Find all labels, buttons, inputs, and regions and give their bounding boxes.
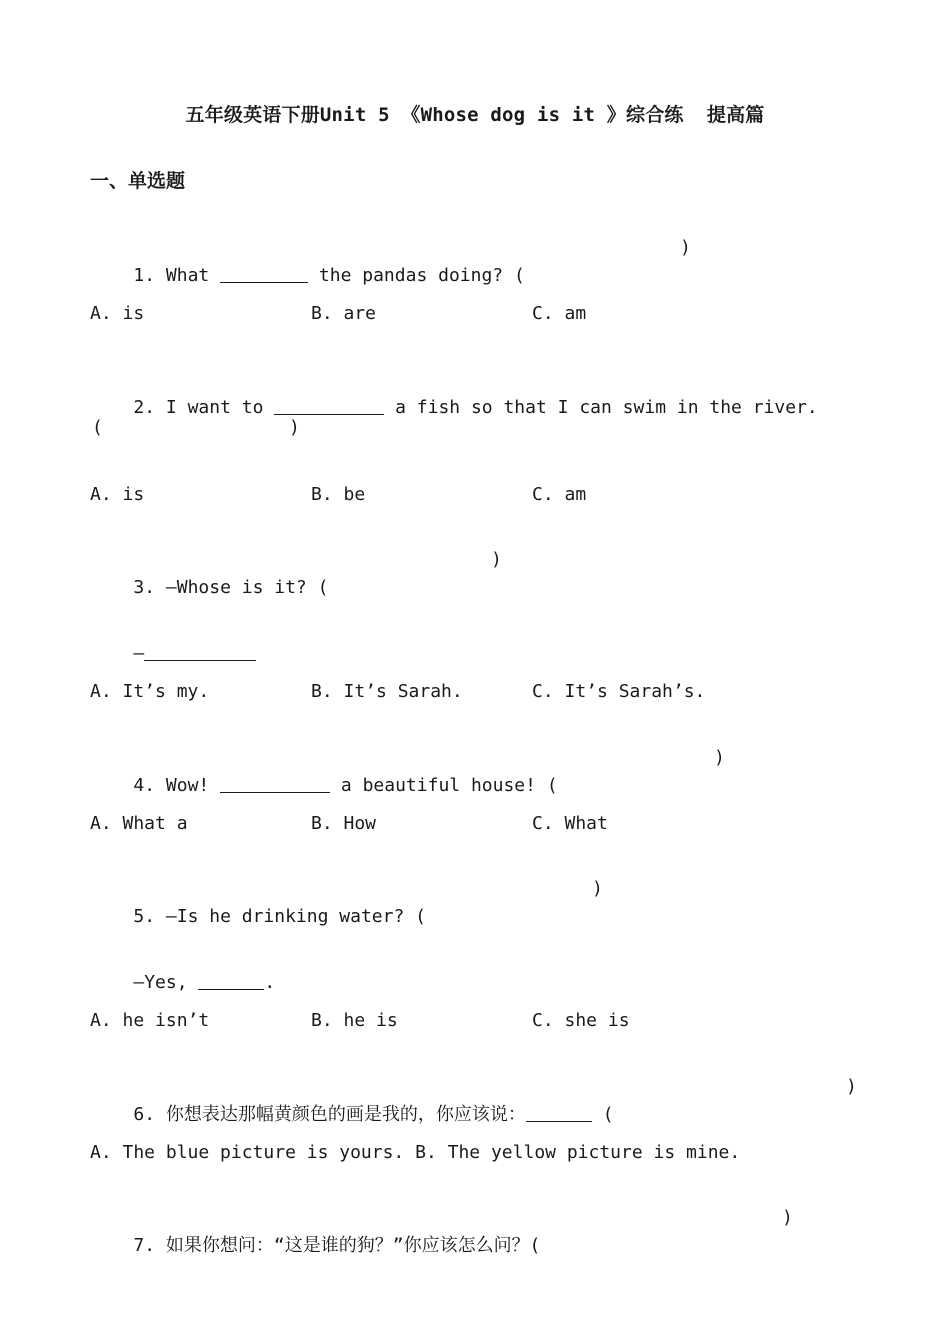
option-b[interactable]: B. he is (311, 1010, 398, 1031)
question-4 (90, 744, 558, 796)
answer-bracket-close: ) (491, 549, 502, 570)
answer-suffix: . (264, 972, 276, 993)
answer-bracket-close: ) (289, 417, 300, 438)
option-b[interactable]: B. It’s Sarah. (311, 681, 463, 702)
question-text: 你想表达那幅黄颜色的画是我的，你应该说： (165, 1104, 526, 1125)
answer-bracket-close: ) (782, 1207, 793, 1228)
option-c[interactable]: C. am (532, 484, 587, 505)
question-number: 4. (133, 775, 156, 796)
question-text: 如果你想问：“这是谁的狗？”你应该怎么问？( (165, 1235, 541, 1256)
question-text: What (165, 265, 221, 286)
answer-bracket-close: ) (714, 747, 725, 768)
question-text: ( (591, 1104, 614, 1125)
answer-bracket-close: ) (846, 1076, 857, 1097)
question-5 (90, 875, 426, 927)
question-number: 3. (133, 577, 156, 598)
answer-blank[interactable] (526, 1103, 592, 1122)
question-number: 6. (133, 1104, 156, 1125)
question-text: —Whose is it? ( (165, 577, 329, 598)
question-3 (90, 546, 329, 598)
section-heading: 一、单选题 (90, 170, 186, 192)
question-number: 5. (133, 906, 156, 927)
answer-line (90, 941, 276, 993)
question-number: 7. (133, 1235, 156, 1256)
option-a[interactable]: A. is (90, 303, 145, 324)
question-number: 1. (133, 265, 156, 286)
answer-blank[interactable] (144, 642, 256, 661)
question-text: I want to (165, 397, 275, 418)
answer-blank[interactable] (198, 971, 264, 990)
options-line[interactable]: A. The blue picture is yours. B. The yellow picture is mine. (90, 1142, 741, 1163)
answer-prefix: —Yes, (133, 972, 199, 993)
question-number: 2. (133, 397, 156, 418)
answer-bracket-close: ) (592, 878, 603, 899)
question-6 (90, 1073, 614, 1125)
question-7 (90, 1204, 541, 1256)
answer-bracket-open: ( (92, 417, 103, 438)
question-2 (90, 366, 818, 418)
option-b[interactable]: B. are (311, 303, 377, 324)
question-text: a fish so that I can swim in the river. (384, 397, 818, 418)
option-c[interactable]: C. It’s Sarah’s. (532, 681, 706, 702)
answer-blank[interactable] (220, 264, 308, 283)
question-text: a beautiful house! ( (330, 775, 558, 796)
answer-line (90, 612, 256, 664)
question-text: the pandas doing? ( (308, 265, 525, 286)
answer-blank[interactable] (220, 774, 330, 793)
option-c[interactable]: C. am (532, 303, 587, 324)
option-b[interactable]: B. How (311, 813, 377, 834)
option-c[interactable]: C. she is (532, 1010, 630, 1031)
option-a[interactable]: A. is (90, 484, 145, 505)
question-1 (90, 234, 525, 286)
option-c[interactable]: C. What (532, 813, 608, 834)
option-a[interactable]: A. he isn’t (90, 1010, 210, 1031)
answer-blank[interactable] (274, 396, 384, 415)
question-text: —Is he drinking water? ( (165, 906, 426, 927)
option-a[interactable]: A. What a (90, 813, 188, 834)
option-b[interactable]: B. be (311, 484, 366, 505)
page-title: 五年级英语下册Unit 5 《Whose dog is it 》综合练 提高篇 (185, 104, 765, 126)
question-text: Wow! (165, 775, 221, 796)
answer-bracket-close: ) (680, 237, 691, 258)
dash: — (133, 643, 145, 664)
option-a[interactable]: A. It’s my. (90, 681, 210, 702)
